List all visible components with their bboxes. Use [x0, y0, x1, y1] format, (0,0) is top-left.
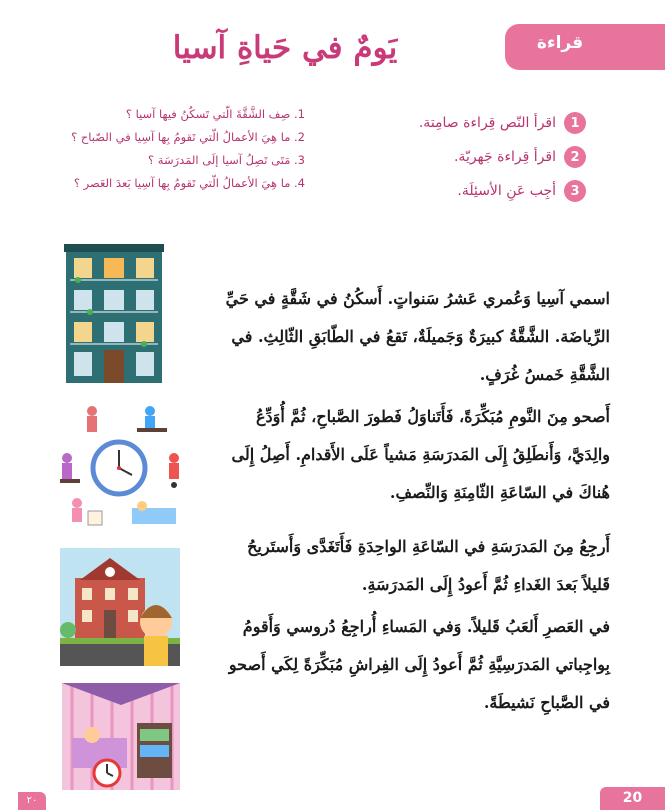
- question-item: 4. ما هِيَ الأعمالُ الّتي تَقومُ بِها آسِيا بَعدَ العَصر ؟: [73, 176, 305, 190]
- page-number-arabic: ٢٠: [18, 792, 46, 810]
- paragraph-text: في العَصرِ أَلعَبُ قَليلاً. وَفي المَساءِ أُراجِعُ دُروسي وَأَقومُ بِواجِباتي المَدرَسِيَّةِ ثُمَّ أَعودُ إِلَى الفِراشِ مُبَكِّرَةً لِكَي أَصحو في الصَّباحِ نَشيطَةً.: [228, 617, 610, 712]
- step-number-badge: 1: [564, 112, 586, 134]
- step-text: اقرأ قِراءة جَهريّة.: [453, 149, 556, 165]
- school-girl-illustration: [60, 548, 180, 666]
- step-number-badge: 2: [564, 146, 586, 168]
- instruction-steps: [378, 106, 586, 208]
- paragraph-text: أَرجِعُ مِنَ المَدرَسَةِ في السّاعَةِ الواحِدَةِ فَأَتَغَدَّى وَأَستَريحُ قَليلاً بَعدَ الغَداءِ ثُمَّ أَعودُ إِلَى المَدرَسَةِ.: [247, 537, 610, 594]
- step-text: اقرأ النّص قِراءة صامِتة.: [418, 115, 556, 131]
- page-number: 20: [600, 787, 665, 810]
- section-tag: [505, 24, 665, 70]
- step-number-badge: 3: [564, 180, 586, 202]
- story-paragraph: [215, 280, 610, 394]
- paragraph-text: أَصحو مِنَ النَّومِ مُبَكِّرَةً، فَأَتَناوَلُ فَطورَ الصَّباحِ، ثُمَّ أُوَدِّعُ والِدَيَّ، وَأَنطَلِقُ إِلَى المَدرَسَةِ مَشياً عَلَى الأَقدامِ. أَصِلُ إِلَى هُناكَ في السّاعَةِ الثّامِنَةِ وَالنِّصفِ.: [231, 407, 610, 502]
- lesson-title: يَومٌ في حَياةِ آسيا: [172, 30, 398, 66]
- story-paragraph: [215, 398, 610, 512]
- step-item: [378, 140, 586, 174]
- step-item: [378, 106, 586, 140]
- apartment-building-illustration: [64, 240, 164, 385]
- story-paragraph: [215, 528, 610, 604]
- section-tag-label: قراءة: [536, 33, 584, 53]
- bedroom-alarm-illustration: [62, 683, 180, 790]
- questions-list: [15, 103, 305, 195]
- step-text: أجِب عَنِ الأسئِلَة.: [457, 183, 556, 199]
- question-item: 2. ما هِيَ الأعمالُ الّتي تَقومُ بِها آسِيا في الصّباح ؟: [71, 130, 305, 144]
- step-item: [378, 174, 586, 208]
- daily-routine-clock-illustration: [52, 403, 187, 533]
- paragraph-text: اسمي آسِيا وَعُمري عَشرُ سَنواتٍ. أَسكُنُ في شَقَّةٍ في حَيِّ الرِّياضَة. الشَّقَّةُ كبيرَةٌ وَجَميلَةٌ، تَقعُ في الطّابَقِ الثّالِثِ. في الشَّقَّةِ خَمسُ غُرَفٍ.: [225, 289, 610, 384]
- question-item: 3. مَتَى تَصِلُ آسيا إلَى المَدرَسَة ؟: [148, 153, 305, 167]
- story-paragraph: [215, 608, 610, 722]
- question-item: 1. صِف الشَّقَّةَ الّتي تَسكُنُ فيها آسيا ؟: [125, 107, 305, 121]
